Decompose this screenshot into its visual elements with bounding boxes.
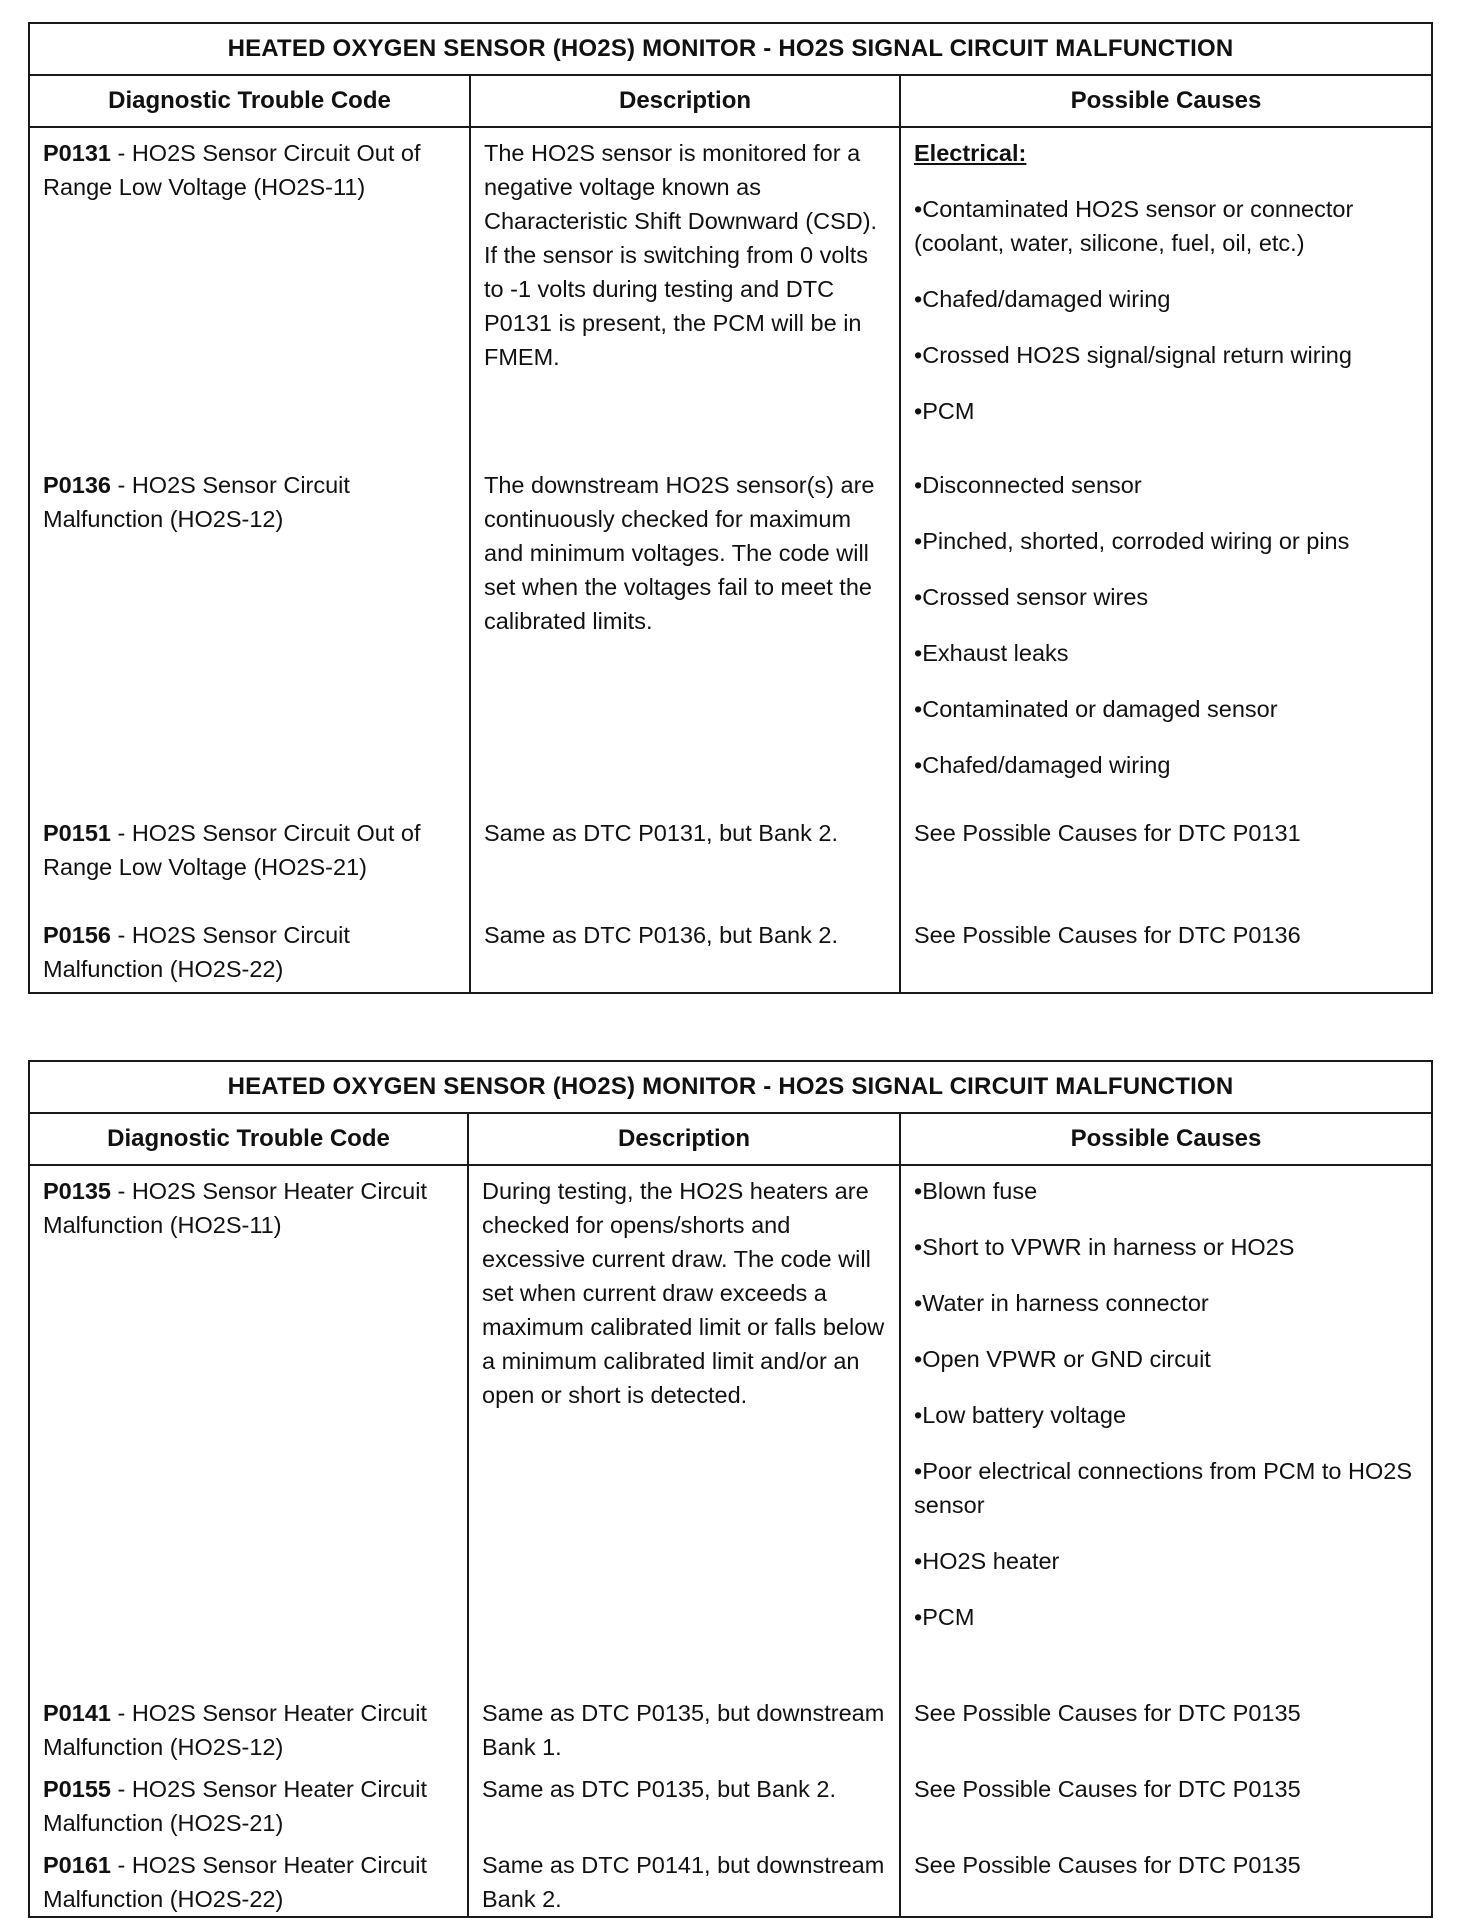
dtc-table-signal-circuit: [28, 22, 1433, 994]
cause-item: •Disconnected sensor: [914, 472, 1142, 498]
dtc-code: P0141: [43, 1700, 111, 1726]
dtc-cell: [29, 460, 470, 808]
causes-cell: See Possible Causes for DTC P0131: [900, 808, 1432, 910]
table-row: [29, 1165, 1432, 1688]
dtc-code-description: - HO2S Sensor Circuit Malfunction (HO2S-22): [43, 922, 350, 982]
dtc-cell: [29, 1688, 468, 1764]
dtc-cell: [29, 1165, 468, 1688]
column-header-dtc: Diagnostic Trouble Code: [29, 75, 470, 127]
table-row: [29, 1688, 1432, 1764]
cause-item: •Blown fuse: [914, 1178, 1038, 1204]
dtc-code: P0161: [43, 1852, 111, 1878]
dtc-code-description: - HO2S Sensor Circuit Malfunction (HO2S-12): [43, 472, 350, 532]
table-row: [29, 127, 1432, 460]
description-cell: Same as DTC P0136, but Bank 2.: [470, 910, 900, 993]
dtc-code-description: - HO2S Sensor Heater Circuit Malfunction (HO2S-12): [43, 1700, 427, 1760]
cause-item: •Exhaust leaks: [914, 640, 1069, 666]
description-cell: Same as DTC P0131, but Bank 2.: [470, 808, 900, 910]
dtc-code: P0135: [43, 1178, 111, 1204]
table-row: [29, 910, 1432, 993]
description-cell: The downstream HO2S sensor(s) are continuously checked for maximum and minimum voltages. The code will set when the voltages fail to meet the calibrated limits.: [470, 460, 900, 808]
dtc-cell: [29, 1840, 468, 1917]
cause-item: •Chafed/damaged wiring: [914, 286, 1171, 312]
cause-item: •HO2S heater: [914, 1548, 1060, 1574]
cause-item: •Crossed HO2S signal/signal return wiring: [914, 342, 1352, 368]
table-row: [29, 808, 1432, 910]
dtc-code-description: - HO2S Sensor Heater Circuit Malfunction (HO2S-21): [43, 1776, 427, 1836]
dtc-cell: [29, 808, 470, 910]
cause-item: •Chafed/damaged wiring: [914, 752, 1171, 778]
table-row: [29, 1840, 1432, 1917]
causes-cell: See Possible Causes for DTC P0135: [900, 1688, 1432, 1764]
causes-cell: [900, 127, 1432, 460]
column-header-causes: Possible Causes: [900, 1113, 1432, 1165]
dtc-cell: [29, 910, 470, 993]
dtc-code-description: - HO2S Sensor Circuit Out of Range Low Voltage (HO2S-21): [43, 820, 421, 880]
table-title: HEATED OXYGEN SENSOR (HO2S) MONITOR - HO2S SIGNAL CIRCUIT MALFUNCTION: [29, 1061, 1432, 1113]
cause-item: •Contaminated HO2S sensor or connector (coolant, water, silicone, fuel, oil, etc.): [914, 196, 1354, 256]
dtc-code: P0136: [43, 472, 111, 498]
causes-cell: See Possible Causes for DTC P0136: [900, 910, 1432, 993]
cause-item: •Crossed sensor wires: [914, 584, 1149, 610]
cause-item: •Contaminated or damaged sensor: [914, 696, 1278, 722]
dtc-code: P0156: [43, 922, 111, 948]
description-cell: Same as DTC P0141, but downstream Bank 2.: [468, 1840, 900, 1917]
table-row: [29, 460, 1432, 808]
cause-item: •Low battery voltage: [914, 1402, 1127, 1428]
table-row: [29, 1764, 1432, 1840]
cause-item: •Poor electrical connections from PCM to HO2S sensor: [914, 1458, 1412, 1518]
dtc-code: P0155: [43, 1776, 111, 1802]
dtc-code-description: - HO2S Sensor Heater Circuit Malfunction (HO2S-22): [43, 1852, 427, 1912]
column-header-causes: Possible Causes: [900, 75, 1432, 127]
description-cell: During testing, the HO2S heaters are checked for opens/shorts and excessive current draw. The code will set when current draw exceeds a maximum calibrated limit or falls below a minimum calibrated limit and/or an open or short is detected.: [468, 1165, 900, 1688]
description-cell: The HO2S sensor is monitored for a negative voltage known as Characteristic Shift Downward (CSD). If the sensor is switching from 0 volts to -1 volts during testing and DTC P0131 is present, the PCM will be in FMEM.: [470, 127, 900, 460]
dtc-code-description: - HO2S Sensor Circuit Out of Range Low Voltage (HO2S-11): [43, 140, 421, 200]
dtc-code-description: - HO2S Sensor Heater Circuit Malfunction (HO2S-11): [43, 1178, 427, 1238]
causes-heading: Electrical:: [914, 140, 1027, 166]
column-header-dtc: Diagnostic Trouble Code: [29, 1113, 468, 1165]
dtc-cell: [29, 1764, 468, 1840]
dtc-code: P0131: [43, 140, 111, 166]
cause-item: •Short to VPWR in harness or HO2S: [914, 1234, 1295, 1260]
dtc-code: P0151: [43, 820, 111, 846]
description-cell: Same as DTC P0135, but Bank 2.: [468, 1764, 900, 1840]
cause-item: •Open VPWR or GND circuit: [914, 1346, 1211, 1372]
causes-cell: See Possible Causes for DTC P0135: [900, 1764, 1432, 1840]
table-title: HEATED OXYGEN SENSOR (HO2S) MONITOR - HO2S SIGNAL CIRCUIT MALFUNCTION: [29, 23, 1432, 75]
description-cell: Same as DTC P0135, but downstream Bank 1.: [468, 1688, 900, 1764]
dtc-cell: [29, 127, 470, 460]
dtc-table-heater-circuit: [28, 1060, 1433, 1918]
column-header-description: Description: [470, 75, 900, 127]
cause-item: •PCM: [914, 1604, 975, 1630]
causes-cell: See Possible Causes for DTC P0135: [900, 1840, 1432, 1917]
causes-cell: [900, 460, 1432, 808]
column-header-description: Description: [468, 1113, 900, 1165]
cause-item: •Water in harness connector: [914, 1290, 1209, 1316]
causes-cell: [900, 1165, 1432, 1688]
cause-item: •Pinched, shorted, corroded wiring or pins: [914, 528, 1350, 554]
cause-item: •PCM: [914, 398, 975, 424]
